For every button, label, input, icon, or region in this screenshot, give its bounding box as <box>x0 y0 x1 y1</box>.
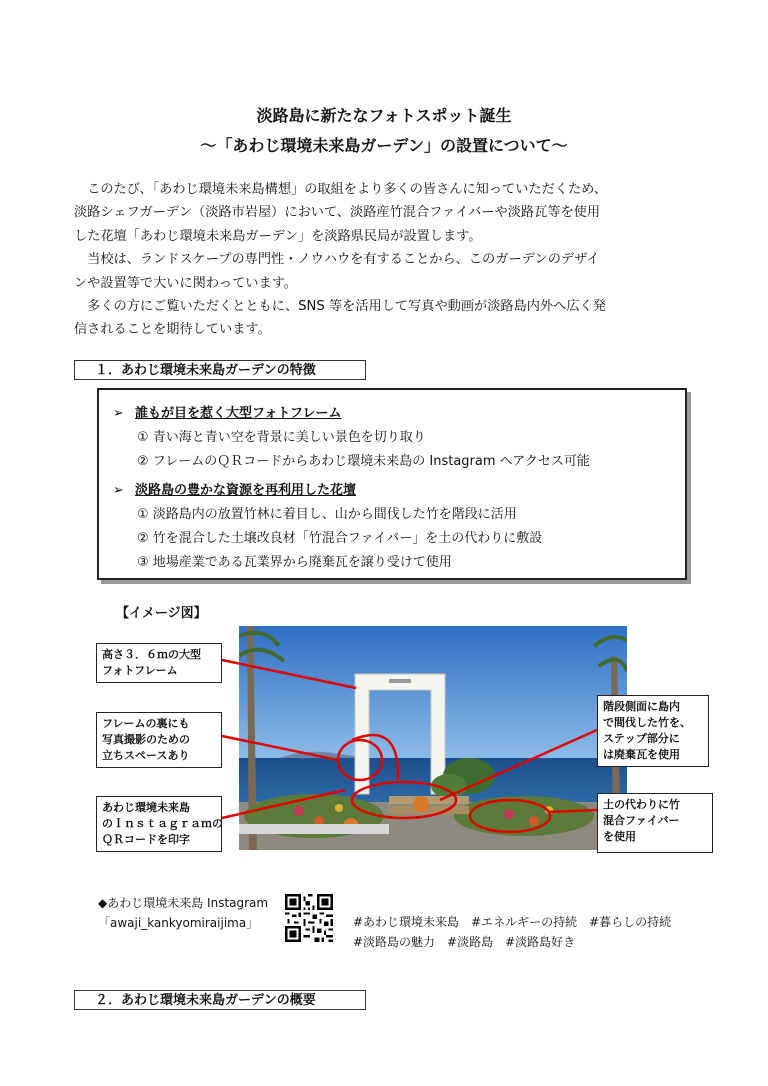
intro-line: 多くの方にご覧いただくとともに、SNS 等を活用して写真や動画が淡路島内外へ広く発 <box>74 299 606 315</box>
callout-line: 土の代わりに竹 <box>603 798 680 811</box>
callout-line: で間伐した竹を、 <box>603 716 691 729</box>
arrow-bullet-icon: ➢ <box>113 483 124 498</box>
image-label: 【イメージ図】 <box>116 606 207 621</box>
intro-line: 淡路シェフガーデン（淡路市岩屋）において、淡路産竹混合ファイバーや淡路瓦等を使用 <box>74 205 601 221</box>
callout-back-standing-space <box>96 712 222 768</box>
instagram-account[interactable]: 「awaji_kankyomiraijima」 <box>98 916 259 930</box>
callout-line: を使用 <box>603 830 636 843</box>
feature-item: ① 淡路島内の放置竹林に着目し、山から間伐した竹を階段に活用 <box>137 507 517 522</box>
feature-item: ② 竹を混合した土壌改良材「竹混合ファイバー」を土の代わりに敷設 <box>137 531 543 546</box>
section-2-heading: ２．あわじ環境未来島ガーデンの概要 <box>74 990 366 1010</box>
instagram-info <box>98 893 268 933</box>
feature-group-2-heading <box>113 479 356 498</box>
feature-group-2-title: 淡路島の豊かな資源を再利用した花壇 <box>135 483 357 498</box>
document-title: 淡路島に新たなフォトスポット誕生 <box>256 106 512 125</box>
callout-line: あわじ環境未来島 <box>102 801 190 814</box>
intro-text <box>74 178 698 342</box>
feature-group-1-heading <box>113 402 341 421</box>
feature-item: ③ 地場産業である瓦業界から廃棄瓦を譲り受けて使用 <box>137 555 452 570</box>
callout-bamboo-fiber <box>597 793 713 853</box>
feature-item: ② フレームのＱＲコードからあわじ環境未来島の Instagram へアクセス可能 <box>137 454 590 469</box>
callout-line: 高さ３．６ｍの大型 <box>102 648 201 661</box>
callout-line: 立ちスペースあり <box>102 749 190 762</box>
intro-line: した花壇「あわじ環境未来島ガーデン」を淡路県民局が設置します。 <box>74 228 482 244</box>
feature-group-1-title: 誰もが目を惹く大型フォトフレーム <box>135 406 342 421</box>
callout-line: フレームの裏にも <box>102 717 190 730</box>
callout-line: は廃棄瓦を使用 <box>603 748 680 761</box>
callout-line: ＱＲコードを印字 <box>102 833 190 846</box>
section-1-heading: １．あわじ環境未来島ガーデンの特徴 <box>74 360 366 380</box>
features-box <box>97 388 687 580</box>
instagram-title: ◆あわじ環境未来島 Instagram <box>98 896 269 910</box>
document-subtitle: ～「あわじ環境未来島ガーデン」の設置について～ <box>200 136 568 155</box>
intro-line: 信されることを期待しています。 <box>74 322 271 338</box>
feature-item: ① 青い海と青い空を背景に美しい景色を切り取り <box>137 430 426 445</box>
callout-line: 混合ファイバー <box>603 814 680 827</box>
garden-photo <box>239 626 627 850</box>
callout-line: のＩｎｓｔａｇｒａｍの <box>102 817 223 830</box>
hashtags <box>353 912 671 952</box>
intro-line: 当校は、ランドスケープの専門性・ノウハウを有することから、このガーデンのデザイ <box>74 252 600 268</box>
callout-line: フォトフレーム <box>102 664 178 677</box>
intro-line: ンや設置等で大いに関わっています。 <box>74 275 297 291</box>
callout-bamboo-steps <box>597 695 709 767</box>
qr-code-icon[interactable] <box>285 894 333 942</box>
intro-line: このたび、「あわじ環境未来島構想」の取組をより多くの皆さんに知っていただくため、 <box>74 182 608 197</box>
hashtag-line: #淡路島の魅力 #淡路島 #淡路島好き <box>353 935 576 949</box>
callout-line: 階段側面に島内 <box>603 700 680 713</box>
callout-qr-code <box>96 796 222 852</box>
callout-line: ステップ部分に <box>603 732 680 745</box>
arrow-bullet-icon: ➢ <box>113 406 124 421</box>
callout-line: 写真撮影のための <box>102 733 190 746</box>
hashtag-line: #あわじ環境未来島 #エネルギーの持続 #暮らしの持続 <box>353 915 672 929</box>
callout-large-frame <box>96 643 222 683</box>
